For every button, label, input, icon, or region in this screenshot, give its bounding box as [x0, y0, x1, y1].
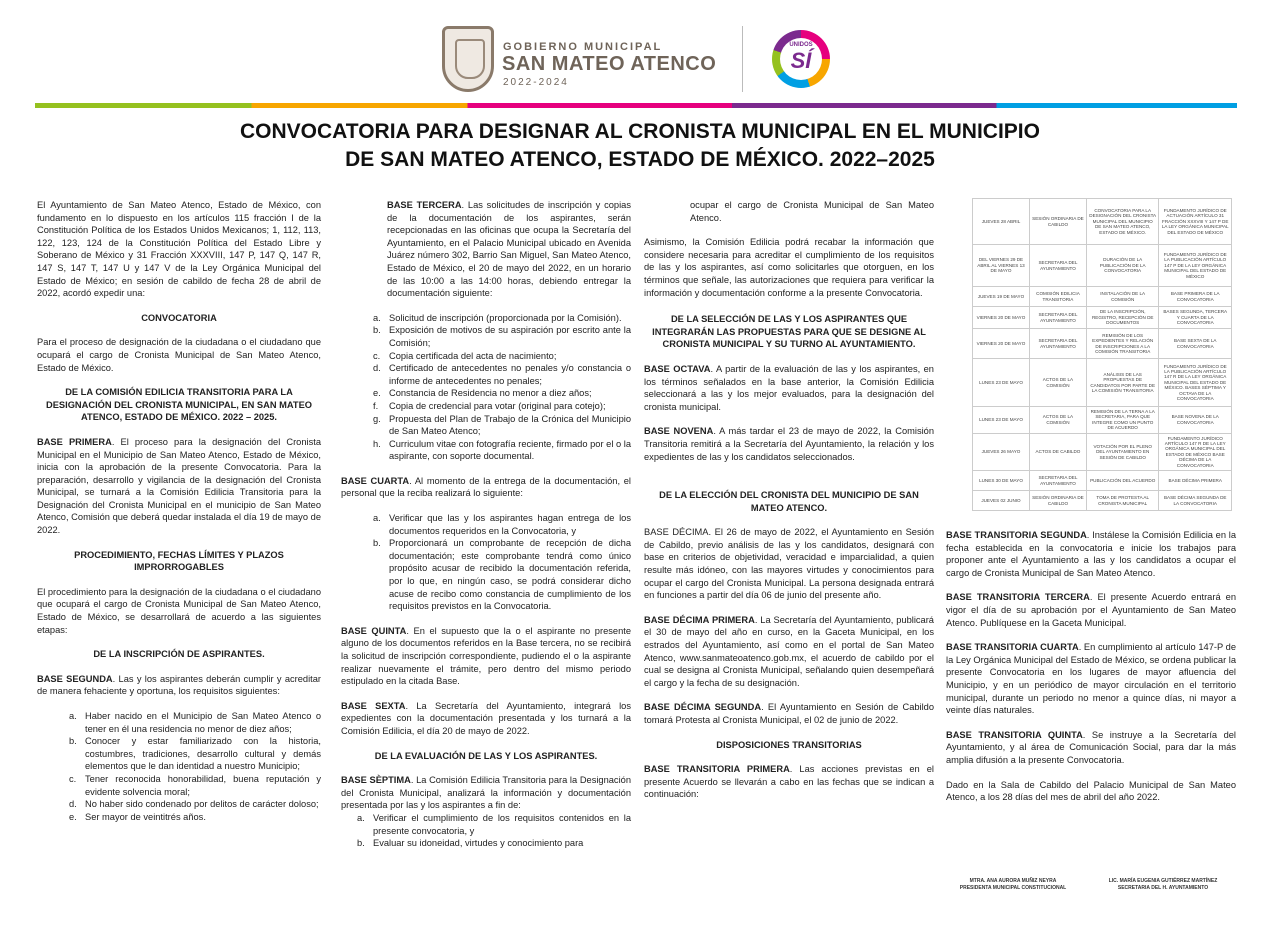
base-decima-segunda [644, 701, 934, 726]
base-label: BASE TERCERA [387, 200, 462, 210]
signature-block-secretary [1094, 878, 1232, 892]
table-cell: VIERNES 20 DE MAYO [973, 307, 1030, 329]
color-bar [35, 103, 1237, 108]
table-cell: LUNES 23 DE MAYO [973, 407, 1030, 434]
municipality-name: SAN MATEO ATENCO [502, 53, 717, 75]
base-label: BASE TRANSITORIA PRIMERA [644, 764, 790, 775]
list-marker: d. [373, 363, 381, 374]
base-label: BASE DÉCIMA SEGUNDA [644, 702, 762, 713]
base-sexta [341, 700, 631, 738]
base-label: BASE TRANSITORIA TERCERA [946, 592, 1090, 603]
base-text: . El presente Acuerdo entrará en vigor el día de su aprobación por el Ayuntamiento de San Mateo Atenco. Publíquese en la Gaceta Municipal. [946, 592, 1236, 628]
base-text: . El proceso para la designación del Cronista Municipal en el Municipio de San Mateo Atenco, Estado de México, inicia con la aprobación de la presente Convocatoria. Para la preparación, desarrollo y vigilancia de la designación del Cronista Municipal, se turnará a la Comisión Edilicia Transitoria para la Designación del Cronista Municipal en el municipio de San Mateo Atenco, Comisión que deberá quedar instalada el día 19 de mayo de 2022. [37, 436, 321, 536]
table-row [973, 491, 1232, 511]
table-cell: SESIÓN ORDINARIA DE CABILDO [1029, 491, 1086, 511]
logo-divider [742, 26, 743, 92]
list-marker: c. [373, 350, 381, 361]
base-decima: BASE DÉCIMA. El 26 de mayo de 2022, el Ayuntamiento en Sesión de Cabildo, previo análisis de las y los candidatos, designará con base en criterios de objetividad, veracidad e imparcialidad, a quien resulte más idóneo, con las mayores virtudes y conocimientos para ocupar el cargo del Cronista Municipal. La persona designada entrará en funciones a partir del día 06 de junio del presente año. [644, 527, 934, 601]
table-cell: DURACIÓN DE LA PUBLICACIÓN DE LA CONVOCATORIA [1086, 245, 1159, 287]
list-item [69, 773, 321, 798]
table-cell: PUBLICACIÓN DEL ACUERDO [1086, 471, 1159, 491]
municipal-seal-icon [442, 26, 494, 92]
list-marker: a. [373, 513, 381, 524]
table-cell: SECRETARIA DEL AYUNTAMIENTO [1029, 329, 1086, 359]
list-item-text: Ser mayor de veintitrés años. [85, 811, 206, 822]
base-label: BASE TRANSITORIA SEGUNDA [946, 530, 1087, 540]
base-text: . La Secretaría del Ayuntamiento, publicará el 30 de mayo del año en curso, en la Gaceta Municipal, en los estrados del Ayuntamiento, así como en el portal de San Mateo Atenco, www.sanmateoatenco.gob.mx, el acuerdo de cabildo por el cual se designa al Cronista Municipal, señalando quien desempeñará el cargo y la fecha de su designación. [644, 614, 934, 688]
document-title [0, 118, 1280, 174]
list-item-text: Copia certificada del acta de nacimiento; [389, 350, 557, 361]
list-marker: b. [357, 838, 365, 849]
base-text: . Las acciones previstas en el presente Acuerdo se llevarán a cabo en las fechas que se indican a continuación: [644, 764, 934, 800]
heading-convocatoria: CONVOCATORIA [141, 312, 217, 323]
table-cell: FUNDAMENTO JURÍDICO DE LA PUBLICACIÓN ARTÍCULO 147 R DE LA LEY ORGÁNICA MUNICIPAL DEL ESTADO DE MÉXICO. BASES SÉPTIMA Y OCTAVA DE LA CONVOCATORIA [1159, 359, 1232, 407]
logo-big-text: SÍ [790, 48, 812, 73]
table-cell: TOMA DE PROTESTA AL CRONISTA MUNICIPAL [1086, 491, 1159, 511]
table-cell: LUNES 23 DE MAYO [973, 359, 1030, 407]
list-item-text: Solicitud de inscripción (proporcionada por la Comisión). [389, 312, 622, 323]
list-item [373, 400, 631, 413]
list-item [373, 324, 631, 349]
table-cell: VOTACIÓN POR EL PLENO DEL AYUNTAMIENTO EN SESIÓN DE CABILDO [1086, 433, 1159, 470]
base-transitoria-tercera [946, 591, 1236, 629]
list-item [69, 798, 321, 811]
closing-paragraph: Dado en la Sala de Cabildo del Palacio Municipal de San Mateo Atenco, a los 28 días del mes de abril del año 2022. [946, 779, 1236, 803]
table-cell: FUNDAMENTO JURÍDICO ARTÍCULO 147 R DE LA LEY ORGÁNICA MUNICIPAL DEL ESTADO DE MÉXICO BASE DÉCIMA DE LA CONVOCATORIA [1159, 433, 1232, 470]
table-cell: LUNES 30 DE MAYO [973, 471, 1030, 491]
base-label: BASE SEXTA [341, 700, 406, 711]
intro-paragraph: El Ayuntamiento de San Mateo Atenco, Estado de México, con fundamento en lo dispuesto en los artículos 115 fracción I de la Constitución Política de los Estados Unidos Mexicanos; 1, 112, 113, 122, 123, 124 de la Constitución Política del Estado Libre y Soberano de México y 31 Fracción XXXVIII, 147 P, 147 Q, 147 R, 147 S, 147 T, 147 U y 147 V de la Ley Orgánica Municipal del Estado de México; en sesión de cabildo de fecha 28 de abril de 2022, acordó expedir una: [37, 200, 321, 299]
list-marker: g. [373, 413, 381, 424]
table-cell: ACTOS DE LA COMISIÓN [1029, 407, 1086, 434]
list-item-text: Exposición de motivos de su aspiración por escrito ante la Comisión; [389, 325, 631, 348]
schedule-table [972, 198, 1232, 511]
table-cell: JUEVES 02 JUNIO [973, 491, 1030, 511]
base-label: BASE TRANSITORIA CUARTA [946, 642, 1079, 653]
base-text: . Se instruye a la Secretaría del Ayuntamiento, y al área de Comunicación Social, para dar la más amplia difusión a la presente Convocatoria. [946, 729, 1236, 765]
verification-list [341, 512, 631, 613]
logo-small-text: UNIDOS [789, 42, 813, 48]
table-cell: JUEVES 19 DE MAYO [973, 287, 1030, 307]
table-cell: VIERNES 20 DE MAYO [973, 329, 1030, 359]
list-item-text: Constancia de Residencia no menor a diez años; [389, 388, 592, 399]
base-septima [341, 774, 631, 812]
table-cell: BASE NOVENA DE LA CONVOCATORIA [1159, 407, 1232, 434]
table-cell: REMISIÓN DE LA TERNA A LA SECRETARIA, PARA QUE INTEGRE COMO UN PUNTO DE ACUERDO [1086, 407, 1159, 434]
base-label: BASE CUARTA [341, 475, 410, 486]
base-text: . Instálese la Comisión Edilicia en la fecha establecida en la convocatoria e inicie los trabajos para proponer ante el Ayuntamiento a las y los candidatos a ocupar el cargo de Cronista Municipal de San Mateo Atenco. [946, 530, 1236, 578]
list-marker: a. [357, 812, 365, 823]
base-transitoria-quinta [946, 729, 1236, 767]
base-novena [644, 425, 934, 463]
list-item [69, 710, 321, 735]
base-label: BASE TRANSITORIA QUINTA [946, 729, 1083, 740]
heading-eleccion: DE LA ELECCIÓN DEL CRONISTA DEL MUNICIPIO DE SAN MATEO ATENCO. [659, 490, 919, 513]
table-row [973, 407, 1232, 434]
table-row [973, 199, 1232, 245]
base-label: BASE PRIMERA [37, 436, 112, 447]
list-marker: a. [373, 312, 381, 323]
heading-comision: DE LA COMISIÓN EDILICIA TRANSITORIA PARA LA DESIGNACIÓN DEL CRONISTA MUNICIPAL, EN SAN MATEO ATENCO, ESTADO DE MÉXICO. 2022 – 2025. [46, 387, 312, 423]
base-text: . Al momento de la entrega de la documentación, el personal que la reciba realizará lo siguiente: [341, 475, 631, 499]
title-line-2: DE SAN MATEO ATENCO, ESTADO DE MÉXICO. 2022–2025 [345, 148, 935, 171]
list-item [357, 812, 631, 837]
list-marker: h. [373, 438, 381, 449]
list-item [373, 537, 631, 613]
list-marker: e. [373, 388, 381, 399]
table-cell: DEL VIERNES 29 DE ABRIL AL VIERNES 13 DE MAYO [973, 245, 1030, 287]
heading-procedimiento: PROCEDIMIENTO, FECHAS LÍMITES Y PLAZOS IMPRORROGABLES [74, 549, 284, 573]
list-item [373, 413, 631, 438]
base-text: . El Ayuntamiento en Sesión de Cabildo tomará Protesta al Cronista Municipal, el 02 de junio de 2022. [644, 702, 935, 725]
list-item-text: Evaluar su idoneidad, virtudes y conocimiento para [373, 838, 584, 849]
list-item [373, 312, 631, 325]
signature-role: SECRETARIA DEL H. AYUNTAMIENTO [1117, 885, 1209, 891]
heading-transitorias: DISPOSICIONES TRANSITORIAS [716, 739, 862, 750]
table-cell: BASE DÉCIMA SEGUNDA DE LA CONVOCATORIA [1159, 491, 1232, 511]
list-marker: b. [69, 736, 77, 747]
list-item-text: Proporcionará un comprobante de recepción de dicha documentación; este comprobante tendrá como único propósito acusar de recibido la documentación referida, por lo que, en ningún caso, se podrá considerar dicho acuse de recibo como constancia de cumplimiento de los requisitos previstos en la Convocatoria. [389, 538, 631, 612]
base-segunda [37, 673, 321, 698]
list-item-text: Certificado de antecedentes no penales y/o constancia o informe de antecedentes no penales; [389, 363, 631, 386]
table-cell: ANÁLISIS DE LAS PROPUESTAS DE CANDIDATOS POR PARTE DE LA COMISIÓN TRANSITORIA [1086, 359, 1159, 407]
documents-list [341, 312, 631, 463]
base-label: BASE NOVENA [644, 426, 714, 437]
list-marker: e. [69, 811, 77, 822]
base-cuarta [341, 475, 631, 500]
base-text: . La Comisión Edilicia Transitoria para la Designación del Cronista Municipal, analizará la información y documentación presentada por las y los aspirantes a fin de: [341, 775, 631, 811]
base-label: BASE QUINTA [341, 625, 407, 636]
table-cell: CONVOCATORIA PARA LA DESIGNACIÓN DEL CRONISTA MUNICIPAL DEL MUNICIPIO DE SAN MATEO ATENCO, ESTADO DE MÉXICO. [1086, 199, 1159, 245]
table-row [973, 329, 1232, 359]
base-tercera [341, 199, 631, 300]
base-transitoria-segunda [946, 529, 1236, 579]
list-marker: b. [373, 325, 381, 336]
base-text: . Las y los aspirantes deberán cumplir y acreditar de manera fehaciente y oportuna, los requisitos siguientes: [37, 673, 322, 697]
table-cell: SECRETARIA DEL AYUNTAMIENTO [1029, 471, 1086, 491]
procedure-paragraph: El procedimiento para la designación de la ciudadana o el ciudadano que ocupará el cargo de Cronista Municipal de San Mateo Atenco, Estado de México, se desarrollará de acuerdo a las siguientes etapas: [37, 586, 321, 635]
table-row [973, 359, 1232, 407]
list-item-text: Verificar que las y los aspirantes hagan entrega de los documentos requeridos en la Convocatoria, y [389, 513, 631, 536]
table-cell: DE LA INSCRIPCIÓN, REGISTRO, RECEPCIÓN DE DOCUMENTOS [1086, 307, 1159, 329]
list-item-text: Tener reconocida honorabilidad, buena reputación y evidente solvencia moral; [85, 773, 321, 797]
list-item [373, 512, 631, 537]
administration-years: 2022-2024 [503, 77, 569, 88]
list-item [373, 350, 631, 363]
base-text: . A más tardar el 23 de mayo de 2022, la Comisión Transitoria remitirá a la Secretaría del Ayuntamiento, la relación y los expedientes de las y los candidatos seleccionados. [644, 426, 934, 462]
heading-inscripcion: DE LA INSCRIPCIÓN DE ASPIRANTES. [93, 649, 265, 660]
table-cell: BASES SEGUNDA, TERCERA Y CUARTA DE LA CONVOCATORIA [1159, 307, 1232, 329]
list-item [373, 387, 631, 400]
base-label: BASE OCTAVA [644, 363, 711, 374]
page-header [0, 0, 1280, 110]
list-item [373, 438, 631, 463]
table-row [973, 287, 1232, 307]
unidos-si-logo [772, 30, 830, 88]
table-row [973, 471, 1232, 491]
heading-seleccion: DE LA SELECCIÓN DE LAS Y LOS ASPIRANTES QUE INTEGRARÁN LAS PROPUESTAS PARA QUE SE DESIGNE AL CRONISTA MUNICIPAL Y SU TURNO AL AYUNTAMIENTO. [652, 314, 926, 350]
list-item-text: No haber sido condenado por delitos de carácter doloso; [85, 799, 319, 810]
list-item-text: Conocer y estar familiarizado con la historia, costumbres, tradiciones, desarrollo cultural y demás elementos que le dan identidad a nuestro Municipio; [85, 736, 321, 772]
evaluation-list [341, 812, 631, 850]
table-cell: SECRETARIA DEL AYUNTAMIENTO [1029, 307, 1086, 329]
table-cell: JUEVES 28 ABRIL [973, 199, 1030, 245]
base-text: . En el supuesto que la o el aspirante no presente alguno de los documentos referidos en la Base tercera, no se recibirá la solicitud de inscripción correspondiente, pudiendo el o la aspirante realizar nuevamente el trámite, pero dentro del mismo periodo estipulado en la citada Base. [341, 625, 631, 687]
table-cell: BASE PRIMERA DE LA CONVOCATORIA [1159, 287, 1232, 307]
list-marker: f. [373, 400, 379, 411]
signature-block-president [952, 878, 1074, 892]
asimismo-paragraph: Asimismo, la Comisión Edilicia podrá recabar la información que considere necesaria para acreditar el cumplimiento de los requisitos de las y los aspirantes, así como solicitarles que otorguen, en los términos que señale, las autorizaciones que requiera para verificar la información y documentación conforme a la presente Convocatoria. [644, 237, 934, 298]
table-cell: ACTOS DE CABILDO [1029, 433, 1086, 470]
table-cell: COMISIÓN EDILICIA TRANSITORIA [1029, 287, 1086, 307]
base-transitoria-primera [644, 763, 934, 801]
table-cell: BASE SEXTA DE LA CONVOCATORIA [1159, 329, 1232, 359]
list-item-text: Haber nacido en el Municipio de San Mateo Atenco o tener en él una residencia no menor de diez años; [85, 711, 321, 734]
list-item [357, 837, 631, 850]
base-label: BASE SÈPTIMA [341, 775, 411, 786]
list-item-text: Propuesta del Plan de Trabajo de la Crónica del Municipio de San Mateo Atenco; [389, 413, 631, 437]
title-line-1: CONVOCATORIA PARA DESIGNAR AL CRONISTA MUNICIPAL EN EL MUNICIPIO [240, 120, 1040, 143]
table-cell: BASE DÉCIMA PRIMERA [1159, 471, 1232, 491]
column-3 [644, 199, 934, 813]
list-marker: b. [373, 538, 381, 549]
base-transitoria-cuarta [946, 641, 1236, 717]
list-item [69, 811, 321, 824]
base-label: BASE SEGUNDA [37, 673, 113, 684]
base-text: . A partir de la evaluación de las y los aspirantes, en los términos señalados en la base anterior, la Comisión Edilicia seleccionará a las y los mejor evaluados, para la designación del cronista municipal. [644, 363, 934, 412]
table-cell: FUNDAMENTO JURÍDICO DE ACTUACIÓN ARTÍCULO 31 FRACCIÓN XXXVIII Y 147 P DE LA LEY ORGÁNICA MUNICIPAL DEL ESTADO DE MÉXICO [1159, 199, 1232, 245]
list-item-text: Copia de credencial para votar (original para cotejo); [389, 400, 606, 411]
table-row [973, 433, 1232, 470]
column-2 [341, 199, 631, 850]
heading-evaluacion: DE LA EVALUACIÓN DE LAS Y LOS ASPIRANTES. [374, 750, 598, 761]
base-primera [37, 436, 321, 537]
base-text: . En cumplimiento al artículo 147-P de la Ley Orgánica Municipal del Estado de México, se ordena publicar la presente Convocatoria en los lugares de mayor afluencia del Municipio, y en un periódico de mayor circulación en el territorio municipal, durante un periodo no menor a quince días, ni mayor a veinte días naturales. [946, 642, 1236, 716]
signature-role: PRESIDENTA MUNICIPAL CONSTITUCIONAL [959, 885, 1067, 891]
continuation-paragraph: ocupar el cargo de Cronista Municipal de San Mateo Atenco. [690, 200, 934, 223]
table-cell: FUNDAMENTO JURÍDICO DE LA PUBLICACIÓN ARTÍCULO 147 P DE LA LEY ORGÁNICA MUNICIPAL DEL ESTADO DE MÉXICO [1159, 245, 1232, 287]
column-4 [946, 529, 1236, 816]
list-marker: a. [69, 711, 77, 721]
table-cell: REMISIÓN DE LOS EXPEDIENTES Y RELACIÓN DE INSCRIPCIONES A LA COMISIÓN TRANSITORIA [1086, 329, 1159, 359]
list-item-text: Curriculum vitae con fotografía reciente, firmado por el o la aspirante, con soporte documental. [389, 438, 631, 462]
table-cell: JUEVES 26 MAYO [973, 433, 1030, 470]
list-item [373, 362, 631, 387]
base-label: BASE DÉCIMA PRIMERA [644, 614, 755, 625]
table-row [973, 307, 1232, 329]
column-1 [37, 199, 321, 835]
table-cell: SESIÓN ORDINARIA DE CABILDO [1029, 199, 1086, 245]
base-text: . Las solicitudes de inscripción y copias de la documentación de los aspirantes, serán recepcionadas en las oficinas que ocupa la Secretaría del Ayuntamiento, en el Palacio Municipal ubicado en Avenida Juárez número 302, Barrio San Miguel, San Mateo Atenco, Estado de México, el 20 de mayo del 2022, en un horario de las 10:00 a las 14:00 horas, debiendo entregar la documentación siguiente: [387, 200, 631, 299]
table-cell: ACTOS DE LA COMISIÓN [1029, 359, 1086, 407]
table-cell: INSTALACIÓN DE LA COMISIÓN [1086, 287, 1159, 307]
government-label: GOBIERNO MUNICIPAL [503, 41, 663, 53]
list-marker: d. [69, 799, 77, 810]
base-text: . La Secretaría del Ayuntamiento, integrará los expedientes con la documentación presentada y los turnará a la Comisión Edilicia, el día 20 de mayo de 2022. [341, 700, 631, 736]
base-quinta [341, 625, 631, 688]
signature-name: LIC. MARÍA EUGENIA GUTIÉRREZ MARTÍNEZ [1108, 878, 1218, 884]
requirements-list [37, 710, 321, 823]
list-item-text: Verificar el cumplimiento de los requisitos contenidos en la presente convocatoria, y [373, 812, 631, 836]
signature-name: MTRA. ANA AURORA MUÑIZ NEYRA [969, 878, 1057, 884]
base-octava [644, 363, 934, 413]
table-row [973, 245, 1232, 287]
list-item [69, 735, 321, 773]
purpose-paragraph: Para el proceso de designación de la ciudadana o el ciudadano que ocupará el cargo de Cronista Municipal de San Mateo Atenco, Estado de México. [37, 337, 321, 373]
table-cell: SECRETARIA DEL AYUNTAMIENTO [1029, 245, 1086, 287]
base-decima-primera [644, 614, 934, 690]
list-marker: c. [69, 773, 77, 784]
